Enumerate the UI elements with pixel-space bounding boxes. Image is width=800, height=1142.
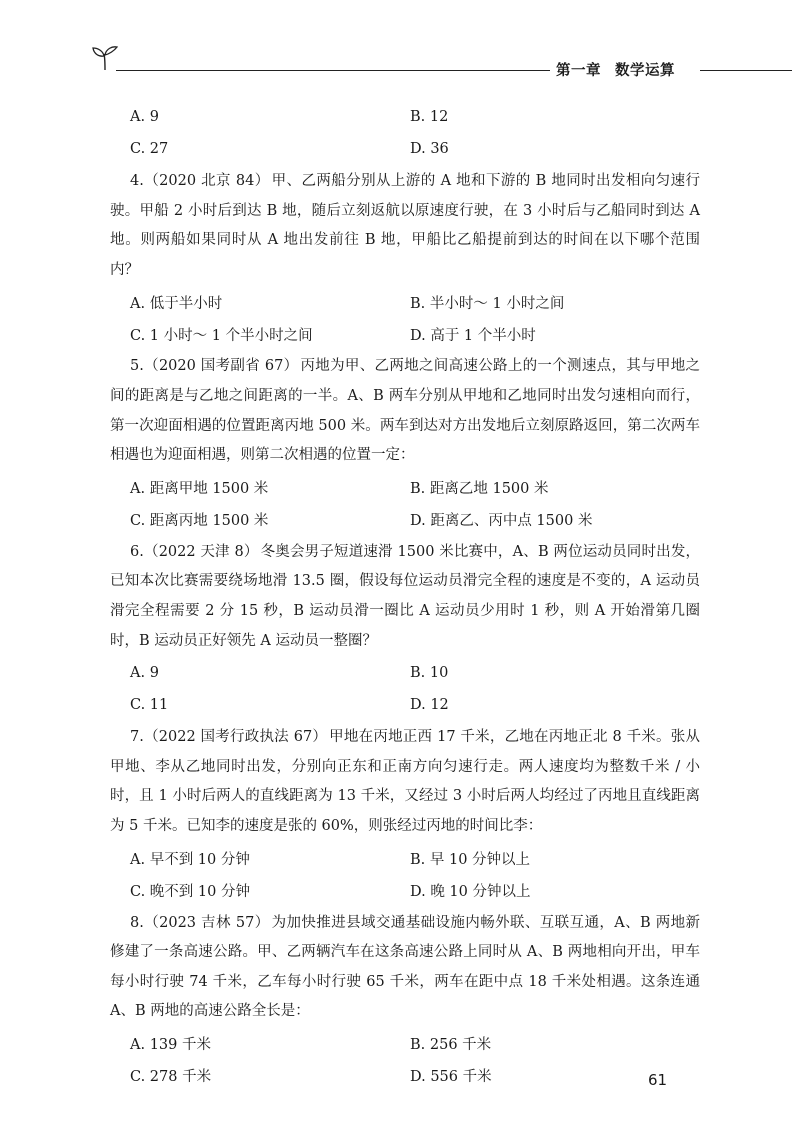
question-text [110,538,700,656]
option-d: D. 晚 10 分钟以上 [410,884,531,900]
header-rule-right [700,70,792,71]
option-a: A. 距离甲地 1500 米 [130,481,269,498]
option-c: C. 距离丙地 1500 米 [130,513,269,530]
options-row [110,657,700,689]
option-b: B. 10 [410,665,449,682]
option-a: A. 9 [130,665,159,682]
question-source: 6.（2022 天津 8） [130,543,259,560]
option-d: D. 556 千米 [410,1069,492,1086]
option-b: B. 早 10 分钟以上 [410,852,531,868]
page-header [0,0,800,100]
option-d: D. 高于 1 个半小时 [410,327,536,344]
question-4 [110,167,700,350]
options-row [110,133,700,165]
question-body: 甲地在丙地正西 17 千米，乙地在丙地正北 8 千米。张从甲地、李从乙地同时出发，分别向正东和正南方向匀速行走。两人速度均为整数千米 / 小时，且 1 小时后两人的直线距离为 13 千米，又经过 3 小时后两人均经过了丙地且直线距离为 5 千米。已知李的速度是张的 60%，则张经过丙地的时间比李： [110,729,700,834]
option-a: A. 9 [130,109,159,125]
option-c: C. 晚不到 10 分钟 [130,884,250,900]
question-7 [110,723,700,906]
chapter-number: 第一章 [556,63,601,79]
option-d: D. 距离乙、丙中点 1500 米 [410,513,593,530]
sprout-icon [90,45,120,71]
chapter-heading [556,59,696,80]
question-body: 冬奥会男子短道速滑 1500 米比赛中，A、B 两位运动员同时出发，已知本次比赛需要绕场地滑 13.5 圈，假设每位运动员滑完全程的速度是不变的，A 运动员滑完全程需要 2 分 15 秒，B 运动员滑一圈比 A 运动员少用时 1 秒，则 A 开始滑第几圈时，B 运动员正好领先 A 运动员一整圈？ [110,543,700,649]
option-d: D. 12 [410,697,449,714]
question-8 [110,909,700,1092]
options-row [110,101,700,133]
option-a: A. 139 千米 [130,1037,211,1054]
question-6 [110,538,700,721]
option-a: A. 早不到 10 分钟 [130,852,250,868]
option-c: C. 11 [130,697,169,714]
options-row [110,1028,700,1060]
option-d: D. 36 [410,141,449,157]
question-source: 5.（2020 国考副省 67） [130,358,299,375]
page-number: 61 [648,1071,668,1089]
header-rule-left [116,70,550,71]
question-text [110,352,700,470]
options-row [110,504,700,536]
question-5 [110,352,700,535]
question-source: 4.（2020 北京 84） [130,173,270,189]
option-b: B. 半小时～ 1 小时之间 [410,295,565,312]
options-row [110,318,700,350]
options-row [110,472,700,504]
question-source: 7.（2022 国考行政执法 67） [130,729,328,746]
question-body: 丙地为甲、乙两地之间高速公路上的一个测速点，其与甲地之间的距离是与乙地之间距离的一半。A、B 两车分别从甲地和乙地同时出发匀速相向而行，第一次迎面相遇的位置距离丙地 500 米。两车到达对方出发地后立刻原路返回，第二次两车相遇也为迎面相遇，则第二次相遇的位置一定： [110,358,701,464]
options-row [110,843,700,875]
options-row [110,875,700,907]
options-row [110,286,700,318]
option-c: C. 27 [130,141,169,157]
question-body: 为加快推进县域交通基础设施内畅外联、互联互通，A、B 两地新修建了一条高速公路。甲、乙两辆汽车在这条高速公路上同时从 A、B 两地相向开出，甲车每小时行驶 74 千米，乙车每小时行驶 65 千米，两车在距中点 18 千米处相遇。这条连通 A、B 两地的高速公路全长是： [110,914,701,1020]
question-source: 8.（2023 吉林 57） [130,914,270,931]
option-list [110,101,700,165]
option-c: C. 1 小时～ 1 个半小时之间 [130,327,313,344]
options-row [110,1060,700,1092]
question-body: 甲、乙两船分别从上游的 A 地和下游的 B 地同时出发相向匀速行驶。甲船 2 小时后到达 B 地，随后立刻返航以原速度行驶，在 3 小时后与乙船同时到达 A 地。则两船如果同时从 A 地出发前往 B 地，甲船比乙船提前到达的时间在以下哪个范围内？ [110,173,700,278]
question-text [110,723,700,841]
question-text [110,167,700,285]
option-b: B. 12 [410,109,449,125]
options-row [110,689,700,721]
page-content [110,101,700,1092]
chapter-title: 数学运算 [615,63,675,79]
option-b: B. 256 千米 [410,1037,492,1054]
option-c: C. 278 千米 [130,1069,212,1086]
option-b: B. 距离乙地 1500 米 [410,481,549,498]
option-a: A. 低于半小时 [130,295,223,312]
question-text [110,909,700,1027]
